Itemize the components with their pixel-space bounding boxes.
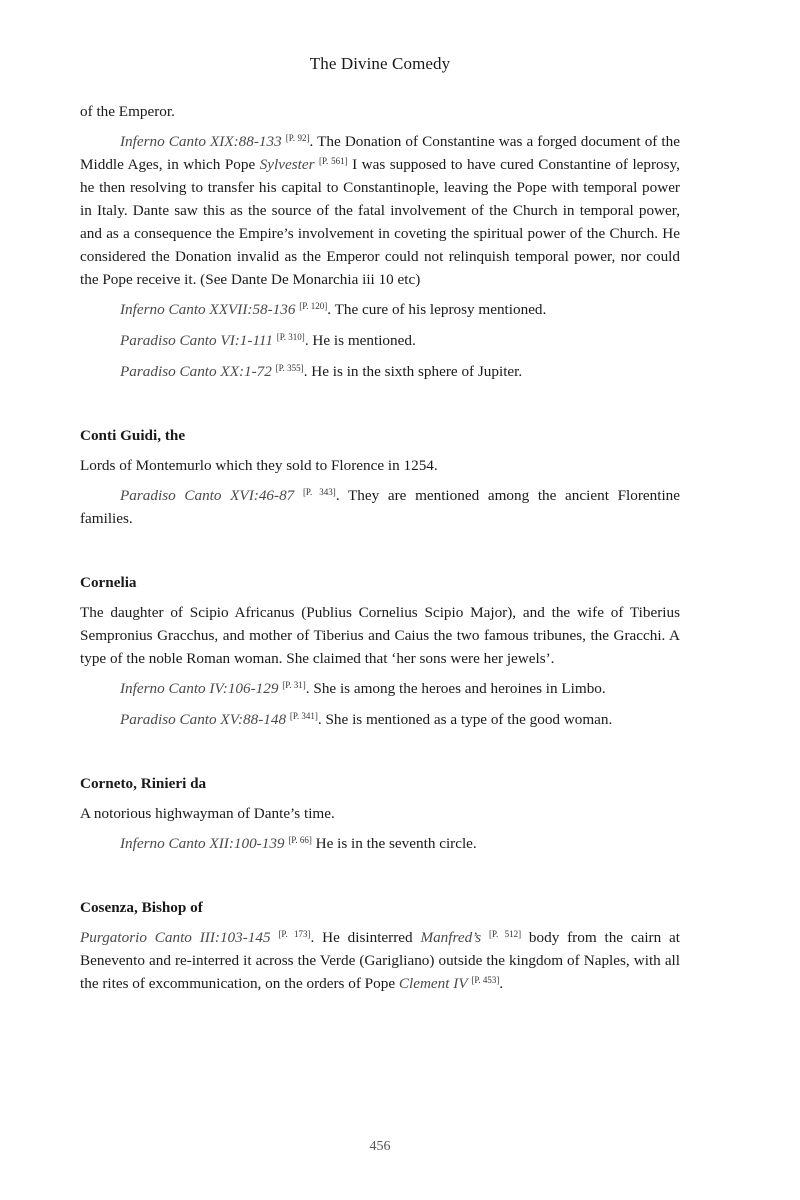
entry-description: A notorious highwayman of Dante’s time. xyxy=(80,805,335,822)
running-head: The Divine Comedy xyxy=(309,54,451,73)
reference-line xyxy=(80,708,680,731)
canto-reference[interactable]: Inferno Canto XII:100-139 xyxy=(120,835,285,852)
canto-reference[interactable]: Paradiso Canto VI:1-111 xyxy=(120,332,273,349)
continuation-text: of the Emperor. xyxy=(80,103,175,120)
entry-heading: Cosenza, Bishop of xyxy=(80,899,203,916)
reference-line xyxy=(80,677,680,700)
constantine-paragraph xyxy=(80,130,680,291)
reference-line xyxy=(80,484,680,530)
entry-conti-guidi xyxy=(80,424,680,530)
reference-text: . She is among the heroes and heroines in Limbo. xyxy=(305,680,606,697)
reference-line xyxy=(80,329,680,352)
entry-paragraph xyxy=(80,926,680,995)
page-number: 456 xyxy=(369,1139,391,1154)
page-reference[interactable]: [P. 512] xyxy=(489,929,522,939)
canto-reference[interactable]: Paradiso Canto XVI:46-87 xyxy=(120,487,295,504)
reference-text: . The cure of his leprosy mentioned. xyxy=(327,301,547,318)
entry-heading: Conti Guidi, the xyxy=(80,427,186,444)
entry-corneto xyxy=(80,772,680,855)
reference-text: . He is mentioned. xyxy=(304,332,416,349)
page-reference[interactable]: [P. 120] xyxy=(299,301,328,311)
entry-heading: Cornelia xyxy=(80,574,137,591)
reference-text: . She is mentioned as a type of the good woman. xyxy=(317,711,613,728)
canto-reference[interactable]: Paradiso Canto XV:88-148 xyxy=(120,711,287,728)
name-link[interactable]: Manfred’s xyxy=(420,929,482,946)
page-reference[interactable]: [P. 31] xyxy=(282,680,306,690)
paragraph-text: body from the cairn at Benevento and re-interred it across the Verde (Garigliano) outside the kingdom of Naples, with all the rites of excommunication, on the orders of Pope xyxy=(80,929,681,992)
canto-reference[interactable]: Inferno Canto XIX:88-133 xyxy=(120,133,282,150)
reference-text: . They are mentioned among the ancient Florentine families. xyxy=(80,487,680,527)
entry-description: Lords of Montemurlo which they sold to Florence in 1254. xyxy=(80,457,438,474)
page-reference[interactable]: [P. 173] xyxy=(278,929,311,939)
reference-line xyxy=(80,360,680,383)
reference-line xyxy=(80,832,680,855)
entry-cornelia xyxy=(80,571,680,731)
page-reference[interactable]: [P. 453] xyxy=(471,975,500,985)
canto-reference[interactable]: Purgatorio Canto III:103-145 xyxy=(80,929,271,946)
canto-reference[interactable]: Paradiso Canto XX:1-72 xyxy=(120,363,272,380)
reference-text: . He is in the sixth sphere of Jupiter. xyxy=(303,363,523,380)
canto-reference[interactable]: Inferno Canto XXVII:58-136 xyxy=(120,301,296,318)
page-reference[interactable]: [P. 310] xyxy=(276,332,305,342)
entry-description: The daughter of Scipio Africanus (Publius Cornelius Scipio Major), and the wife of Tiberius Sempronius Gracchus, and mother of Tiberius and Caius the two famous tribunes, the Gracchi. A type of the noble Roman woman. She claimed that ‘her sons were her jewels’. xyxy=(80,604,680,667)
page-reference[interactable]: [P. 66] xyxy=(288,835,312,845)
reference-line xyxy=(80,298,680,321)
page-reference[interactable]: [P. 92] xyxy=(285,133,310,143)
name-link[interactable]: Clement IV xyxy=(398,975,468,992)
paragraph-text: . The Donation of Constantine was a forged document of the Middle Ages, in which Pope xyxy=(80,133,680,173)
paragraph-text: . xyxy=(499,975,504,992)
page-reference[interactable]: [P. 341] xyxy=(289,711,318,721)
reference-text: He is in the seventh circle. xyxy=(311,835,477,852)
entry-heading: Corneto, Rinieri da xyxy=(80,775,207,792)
page-reference[interactable]: [P. 355] xyxy=(275,363,304,373)
canto-reference[interactable]: Inferno Canto IV:106-129 xyxy=(120,680,279,697)
page-reference[interactable]: [P. 561] xyxy=(318,156,348,166)
paragraph-text: . He disinterred xyxy=(310,929,421,946)
body-text xyxy=(80,100,680,1002)
page-reference[interactable]: [P. 343] xyxy=(302,487,336,497)
entry-cosenza xyxy=(80,896,680,995)
name-link[interactable]: Sylvester xyxy=(259,156,315,173)
paragraph-text: I was supposed to have cured Constantine of leprosy, he then resolving to transfer his capital to Constantinople, leaving the Pope with temporal power in Italy. Dante saw this as the source of the fatal involvement of the Church in temporal power, and as a consequence the Empire’s involvement in coveting the spiritual power of the Church. He considered the Donation invalid as the Emperor could not relinquish temporal power, nor could the Pope receive it. (See Dante De Monarchia iii 10 etc) xyxy=(80,156,680,288)
